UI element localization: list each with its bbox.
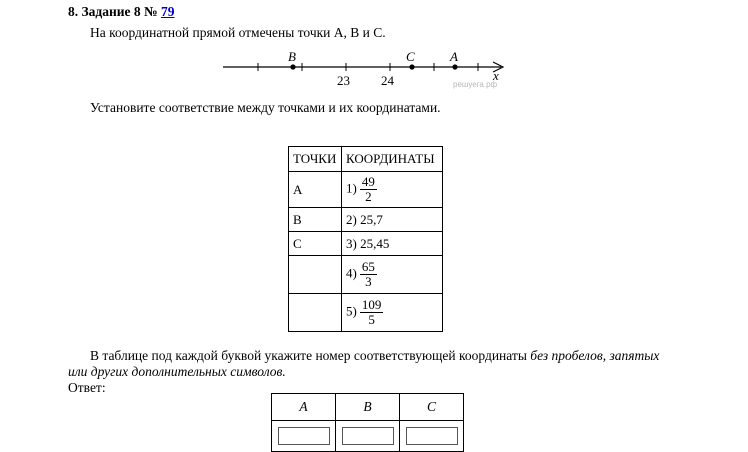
denominator: 2 <box>365 189 372 204</box>
answer-cell-a <box>272 421 336 452</box>
option-number: 1) <box>346 180 357 196</box>
numerator: 65 <box>361 259 375 274</box>
point-c-dot <box>409 64 414 69</box>
fraction <box>360 260 377 289</box>
option-number: 5) <box>346 303 357 319</box>
point-b-dot <box>290 64 295 69</box>
coord-cell <box>342 294 443 332</box>
answer-input-c[interactable] <box>406 427 458 445</box>
answer-input-a[interactable] <box>278 427 330 445</box>
answer-cell-b <box>336 421 400 452</box>
correspondence-table <box>288 146 443 332</box>
answer-input-b[interactable] <box>342 427 394 445</box>
option-number: 4) <box>346 265 357 281</box>
table-row <box>289 208 443 232</box>
task-instruction: Установите соответствие между точками и их координатами. <box>90 100 441 115</box>
fraction <box>360 175 377 204</box>
point-a-dot <box>452 64 457 69</box>
task-title-prefix: 8. Задание 8 № <box>68 4 161 19</box>
coord-cell: 2) 25,7 <box>342 208 443 232</box>
answer-input-row <box>272 421 464 452</box>
tick-label-23: 23 <box>337 73 350 88</box>
table-row <box>289 232 443 256</box>
numerator: 49 <box>361 174 375 189</box>
table-row <box>289 172 443 208</box>
point-cell: B <box>289 208 342 232</box>
tick-label-24: 24 <box>381 73 394 88</box>
task-number-link[interactable]: 79 <box>160 4 175 19</box>
task-statement: На координатной прямой отмечены точки A, B и C. <box>90 25 386 40</box>
point-cell: A <box>289 172 342 208</box>
answer-table <box>271 393 464 452</box>
coord-cell <box>342 256 443 294</box>
answer-cell-c <box>400 421 464 452</box>
answer-header-row <box>272 394 464 421</box>
fraction <box>360 298 384 327</box>
coord-cell: 3) 25,45 <box>342 232 443 256</box>
answer-instruction <box>68 348 668 380</box>
instruction-italic: без пробелов, запятых или других дополнительных символов. <box>68 348 660 379</box>
instruction-text: В таблице под каждой буквой укажите номер соответствующей координаты <box>90 348 531 363</box>
numerator: 109 <box>361 297 382 312</box>
watermark: решуега.рф <box>453 80 498 89</box>
answer-header-a: A <box>272 394 336 421</box>
table-header-row <box>289 147 443 172</box>
coord-cell <box>342 172 443 208</box>
axis-label-x: x <box>493 68 499 83</box>
task-title <box>68 4 174 20</box>
answer-header-c: C <box>400 394 464 421</box>
point-b-label: B <box>288 49 296 64</box>
point-a-label: A <box>450 49 458 64</box>
number-line-figure <box>215 44 515 92</box>
point-c-label: C <box>406 49 415 64</box>
table-row <box>289 294 443 332</box>
denominator: 5 <box>368 312 375 327</box>
point-cell <box>289 294 342 332</box>
denominator: 3 <box>365 274 372 289</box>
header-coords: КООРДИНАТЫ <box>342 147 443 172</box>
point-cell <box>289 256 342 294</box>
point-cell: C <box>289 232 342 256</box>
answer-label: Ответ: <box>68 380 106 395</box>
table-row <box>289 256 443 294</box>
answer-header-b: B <box>336 394 400 421</box>
header-points: ТОЧКИ <box>289 147 342 172</box>
